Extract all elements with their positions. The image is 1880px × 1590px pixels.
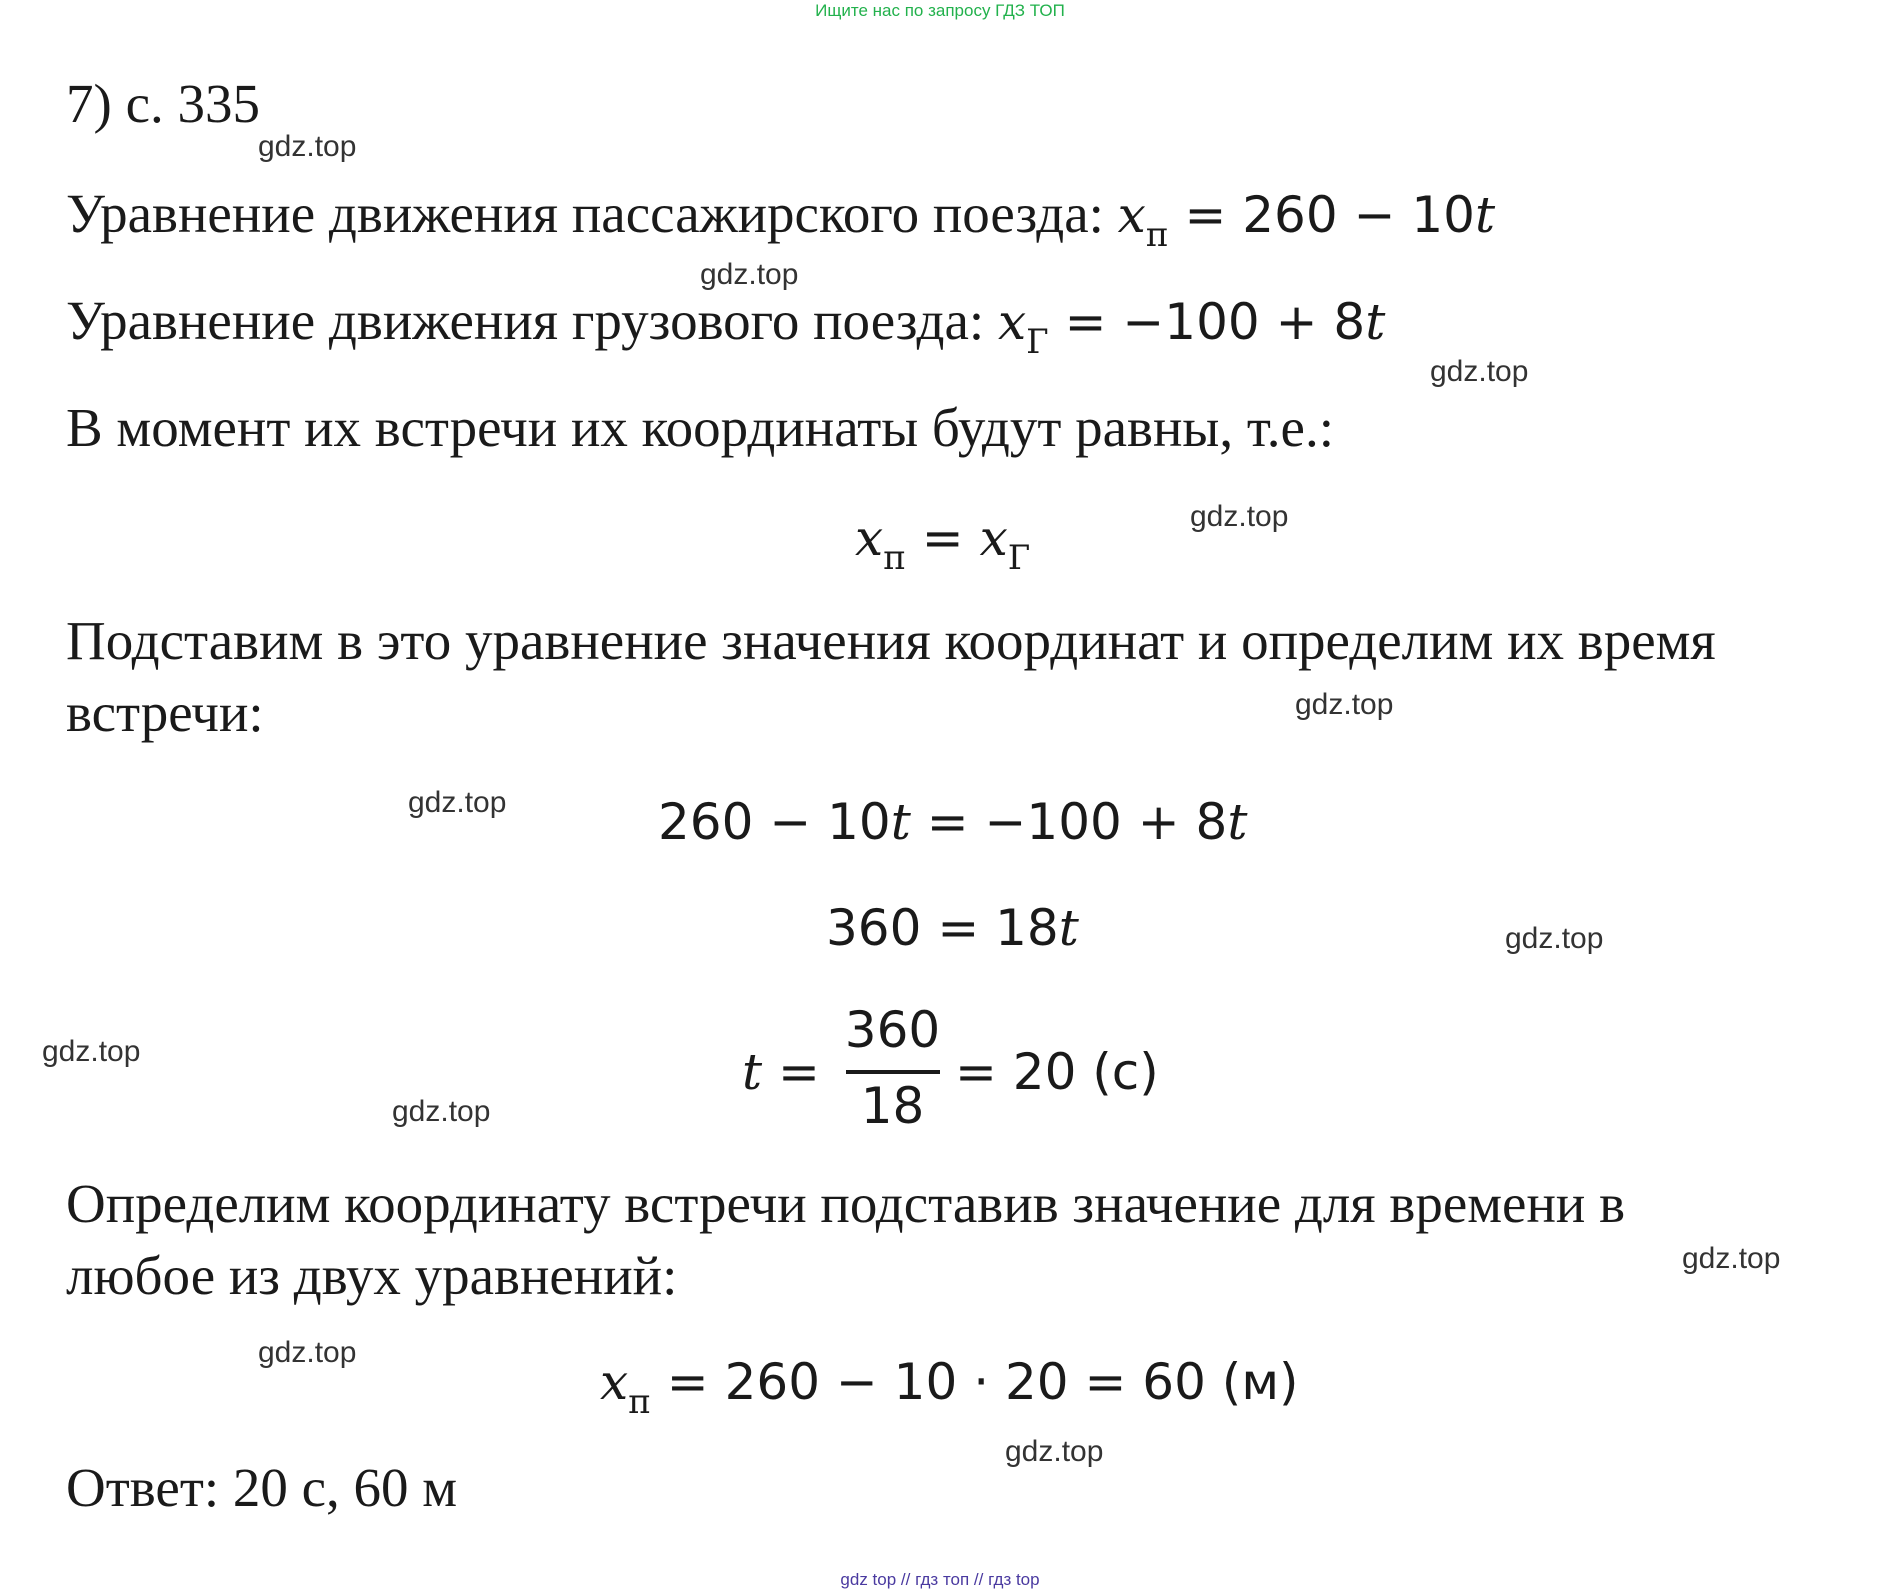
subscript-p: п [628,1382,651,1422]
subscript-g: Г [1007,538,1031,578]
solve-equation-1 [658,792,1247,852]
meeting-condition-text: В момент их встречи их координаты будут равны, т.е.: [66,397,1334,458]
fraction-numerator: 360 [844,1001,941,1059]
coordinate-paragraph-line-2: любое из двух уравнений: [66,1245,678,1306]
solve2-text: 360 = 18 [826,899,1059,957]
watermark: gdz.top [408,786,507,819]
var-x: x [600,1353,629,1411]
watermark: gdz.top [1505,922,1604,955]
fraction-result: = 20 (с) [955,1043,1159,1101]
var-t: t [1058,899,1079,957]
solve1-rhs: = −100 + 8 [910,793,1228,851]
passenger-rhs: = 260 − 10 [1184,186,1475,244]
var-t: t [1227,793,1248,851]
watermark: gdz.top [42,1035,141,1068]
freight-rhs: = −100 + 8 [1064,293,1366,351]
fraction-bar [846,1070,940,1074]
var-x: x [1117,186,1146,244]
watermark: gdz.top [258,130,357,163]
freight-equation-label: Уравнение движения грузового поезда: [66,290,985,351]
answer-line: Ответ: 20 с, 60 м [66,1457,458,1518]
fraction-lhs [742,1042,820,1102]
fraction-denominator: 18 [860,1077,925,1135]
solve-equation-2 [826,898,1079,958]
coordinate-rhs: = 260 − 10 · 20 = 60 (м) [666,1353,1299,1411]
time-fraction [840,1000,945,1140]
top-banner: Ищите нас по запросу ГДЗ ТОП [815,1,1065,20]
freight-equation-line [66,285,1386,362]
var-x: x [979,509,1008,567]
subscript-g: Г [1026,322,1049,362]
freight-equation [997,293,1386,362]
var-x: x [855,509,884,567]
watermark: gdz.top [392,1095,491,1128]
watermark: gdz.top [1430,355,1529,388]
substitution-paragraph-line-2: встречи: [66,682,264,743]
passenger-equation-label: Уравнение движения пассажирского поезда: [66,183,1104,244]
coordinate-paragraph-line-1: Определим координату встречи подставив значение для времени в [66,1173,1626,1234]
subscript-p: п [1145,215,1169,255]
equals-sign: = [762,1043,820,1101]
var-t: t [1474,186,1496,244]
watermark: gdz.top [1682,1242,1781,1275]
passenger-equation [1117,186,1496,255]
equals-sign: = [921,509,964,567]
watermark: gdz.top [1005,1435,1104,1468]
passenger-equation-line [66,178,1496,255]
solve1-lhs: 260 − 10 [658,793,891,851]
var-t: t [890,793,911,851]
watermark: gdz.top [700,258,799,291]
footer-links: gdz top // гдз топ // гдз top [840,1570,1040,1589]
watermark: gdz.top [1190,500,1289,533]
var-x: x [997,293,1027,351]
equality-equation [855,508,1031,578]
var-t: t [1365,293,1386,351]
subscript-p: п [883,538,906,578]
watermark: gdz.top [258,1336,357,1369]
var-t: t [742,1043,763,1101]
problem-heading: 7) с. 335 [66,73,260,134]
substitution-paragraph-line-1: Подставим в это уравнение значения координат и определим их время [66,610,1716,671]
watermark: gdz.top [1295,688,1394,721]
coordinate-equation [600,1352,1299,1422]
